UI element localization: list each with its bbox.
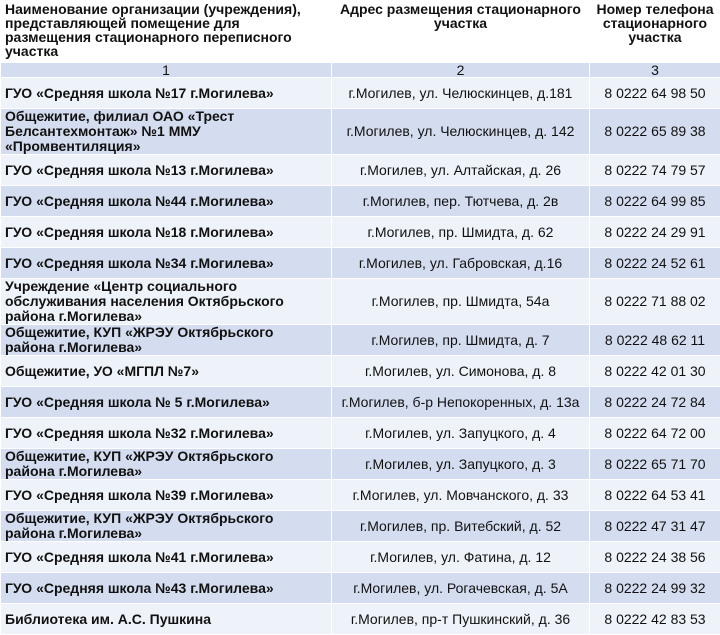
table-row — [1, 480, 720, 511]
organization-cell: Общежитие, КУП «ЖРЭУ Октябрьского района г.Могилева» — [1, 511, 332, 542]
table-row — [1, 604, 720, 635]
table-row — [1, 449, 720, 480]
phone-cell: 8 0222 65 71 70 — [590, 449, 720, 480]
column-number-row — [1, 63, 720, 78]
organization-cell: ГУО «Средняя школа №39 г.Могилева» — [1, 480, 332, 511]
address-cell: г.Могилев, ул. Фатина, д. 12 — [332, 542, 590, 573]
column-number: 3 — [590, 63, 720, 78]
organization-cell: ГУО «Средняя школа №34 г.Могилева» — [1, 248, 332, 279]
address-cell: г.Могилев, ул. Мовчанского, д. 33 — [332, 480, 590, 511]
address-cell: г.Могилев, ул. Алтайская, д. 26 — [332, 155, 590, 186]
phone-cell: 8 0222 24 99 32 — [590, 573, 720, 604]
organization-cell: Библиотека им. А.С. Пушкина — [1, 604, 332, 635]
organization-cell: Общежитие, филиал ОАО «Трест Белсантехмонтаж» №1 ММУ «Промвентиляция» — [1, 109, 332, 155]
column-number: 2 — [332, 63, 590, 78]
organization-cell: ГУО «Средняя школа № 5 г.Могилева» — [1, 387, 332, 418]
table-row — [1, 217, 720, 248]
address-cell: г.Могилев, пр. Шмидта, д. 7 — [332, 325, 590, 356]
phone-cell: 8 0222 47 31 47 — [590, 511, 720, 542]
table-row — [1, 511, 720, 542]
address-cell: г.Могилев, ул. Запуцкого, д. 3 — [332, 449, 590, 480]
address-cell: г.Могилев, пр. Шмидта, д. 62 — [332, 217, 590, 248]
table-row — [1, 279, 720, 325]
phone-cell: 8 0222 64 72 00 — [590, 418, 720, 449]
address-cell: г.Могилев, пр-т Пушкинский, д. 36 — [332, 604, 590, 635]
address-cell: г.Могилев, ул. Габровская, д.16 — [332, 248, 590, 279]
phone-cell: 8 0222 71 88 02 — [590, 279, 720, 325]
phone-cell: 8 0222 24 38 56 — [590, 542, 720, 573]
header-row — [1, 1, 720, 63]
header-phone: Номер телефона стационарного участка — [590, 1, 720, 63]
organization-cell: ГУО «Средняя школа №17 г.Могилева» — [1, 78, 332, 109]
address-cell: г.Могилев, пер. Тютчева, д. 2в — [332, 186, 590, 217]
address-cell: г.Могилев, ул. Симонова, д. 8 — [332, 356, 590, 387]
address-cell: г.Могилев, ул. Рогачевская, д. 5А — [332, 573, 590, 604]
organization-cell: Общежитие, УО «МГПЛ №7» — [1, 356, 332, 387]
organization-cell: ГУО «Средняя школа №44 г.Могилева» — [1, 186, 332, 217]
table-row — [1, 155, 720, 186]
phone-cell: 8 0222 48 62 11 — [590, 325, 720, 356]
header-address: Адрес размещения стационарного участка — [332, 1, 590, 63]
table-row — [1, 78, 720, 109]
address-cell: г.Могилев, пр. Шмидта, 54а — [332, 279, 590, 325]
column-number: 1 — [1, 63, 332, 78]
phone-cell: 8 0222 24 29 91 — [590, 217, 720, 248]
table-row — [1, 109, 720, 155]
table-row — [1, 418, 720, 449]
table-row — [1, 325, 720, 356]
organization-cell: Учреждение «Центр социального обслуживания населения Октябрьского района г.Могилева» — [1, 279, 332, 325]
phone-cell: 8 0222 42 01 30 — [590, 356, 720, 387]
address-cell: г.Могилев, пр. Витебский, д. 52 — [332, 511, 590, 542]
phone-cell: 8 0222 24 72 84 — [590, 387, 720, 418]
table-row — [1, 356, 720, 387]
table-row — [1, 387, 720, 418]
phone-cell: 8 0222 74 79 57 — [590, 155, 720, 186]
phone-cell: 8 0222 42 83 53 — [590, 604, 720, 635]
organization-cell: ГУО «Средняя школа №13 г.Могилева» — [1, 155, 332, 186]
address-cell: г.Могилев, ул. Челюскинцев, д.181 — [332, 78, 590, 109]
phone-cell: 8 0222 64 98 50 — [590, 78, 720, 109]
table-row — [1, 573, 720, 604]
table-row — [1, 186, 720, 217]
organization-cell: ГУО «Средняя школа №41 г.Могилева» — [1, 542, 332, 573]
table-row — [1, 542, 720, 573]
organization-cell: ГУО «Средняя школа №18 г.Могилева» — [1, 217, 332, 248]
address-cell: г.Могилев, б-р Непокоренных, д. 13а — [332, 387, 590, 418]
table-row — [1, 248, 720, 279]
organization-cell: ГУО «Средняя школа №43 г.Могилева» — [1, 573, 332, 604]
address-cell: г.Могилев, ул. Запуцкого, д. 4 — [332, 418, 590, 449]
phone-cell: 8 0222 64 99 85 — [590, 186, 720, 217]
phone-cell: 8 0222 64 53 41 — [590, 480, 720, 511]
organization-cell: Общежитие, КУП «ЖРЭУ Октябрьского района г.Могилева» — [1, 449, 332, 480]
phone-cell: 8 0222 65 89 38 — [590, 109, 720, 155]
address-cell: г.Могилев, ул. Челюскинцев, д. 142 — [332, 109, 590, 155]
header-organization: Наименование организации (учреждения), представляющей помещение для размещения стационарного переписного участка — [1, 1, 332, 63]
organization-cell: Общежитие, КУП «ЖРЭУ Октябрьского района г.Могилева» — [1, 325, 332, 356]
organization-cell: ГУО «Средняя школа №32 г.Могилева» — [1, 418, 332, 449]
phone-cell: 8 0222 24 52 61 — [590, 248, 720, 279]
